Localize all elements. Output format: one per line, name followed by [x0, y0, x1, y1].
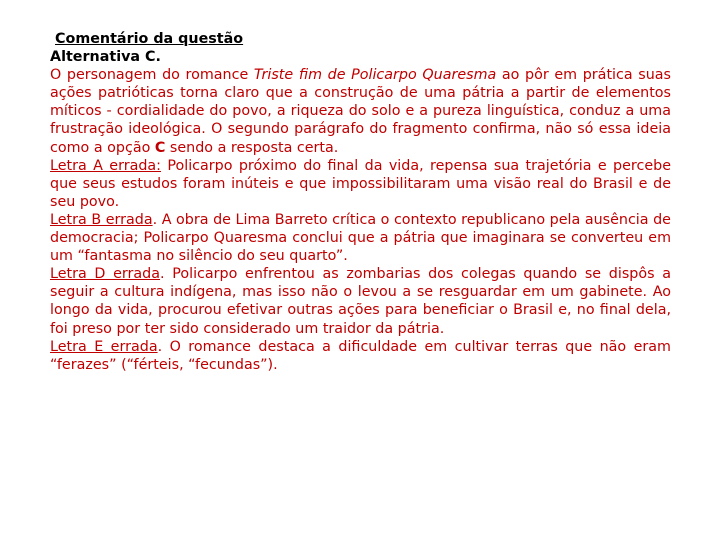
- comment-heading: Comentário da questão: [55, 31, 244, 47]
- intro-text-1: O personagem do romance: [50, 67, 254, 84]
- answer-label: Alternativa C.: [50, 49, 161, 66]
- comment-block: [50, 30, 671, 374]
- item-letra-a: [50, 157, 671, 211]
- item-label-e: Letra E errada: [50, 338, 158, 355]
- answer-option: C: [154, 139, 166, 156]
- item-letra-d: [50, 265, 671, 337]
- item-text-e: . O romance destaca a dificuldade em cultivar terras que não eram “ferazes” (“férteis, “fecundas”).: [50, 338, 671, 373]
- intro-text-2: ao pôr em prática suas ações patrióticas torna claro que a construção de uma pátria a partir de elementos míticos - cordialidade do povo, a riqueza do solo e a pureza linguística, conduz a uma frustração ideológica. O segundo parágrafo do fragmento confirma, não só essa ideia como a opção: [50, 67, 671, 156]
- item-label-b: Letra B errada: [50, 211, 153, 228]
- item-letra-e: [50, 338, 671, 374]
- item-letra-b: [50, 211, 671, 265]
- item-text-a: Policarpo próximo do final da vida, repensa sua trajetória e percebe que seus estudos foram inúteis e que impossibilitaram uma visão real do Brasil e de seu povo.: [50, 157, 672, 210]
- intro-text-3: sendo a resposta certa.: [165, 139, 339, 156]
- item-label-d: Letra D errada: [50, 266, 161, 283]
- item-text-b: . A obra de Lima Barreto crítica o contexto republicano pela ausência de democracia; Policarpo Quaresma conclui que a pátria que imaginara se converteu em um “fantasma no silêncio do seu quarto”.: [50, 211, 671, 265]
- item-text-d: . Policarpo enfrentou as zombarias dos colegas quando se dispôs a seguir a cultura indígena, mas isso não o levou a se resguardar em um gabinete. Ao longo da vida, procurou efetivar outras ações para beneficiar o Brasil e, no final dela, foi preso por ter sido considerado um traidor da pátria.: [50, 266, 671, 337]
- novel-title: Triste fim de Policarpo Quaresma: [253, 67, 497, 84]
- intro-paragraph: [50, 66, 671, 156]
- item-label-a: Letra A errada:: [50, 157, 161, 174]
